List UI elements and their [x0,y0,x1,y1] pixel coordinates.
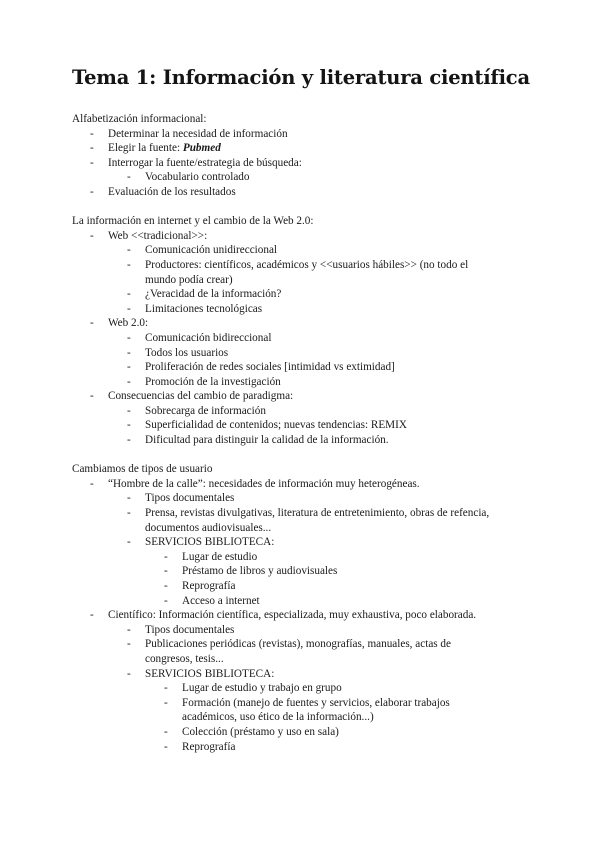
list-item-text: Limitaciones tecnológicas [145,302,263,315]
dash-bullet-icon: - [127,361,131,374]
list-item [72,243,542,258]
list-item-text: Promoción de la investigación [145,375,281,388]
list-item [72,608,542,623]
dash-bullet-icon: - [90,390,94,403]
list-item [72,681,542,696]
dash-bullet-icon: - [164,740,168,753]
dash-bullet-icon: - [127,171,131,184]
dash-bullet-icon: - [127,404,131,417]
list-item-text: Interrogar la fuente/estrategia de búsqueda: [108,156,302,169]
list-item [72,287,542,302]
dash-bullet-icon: - [127,667,131,680]
list-item-text: Acceso a internet [182,594,260,607]
list-item [72,550,542,565]
section-heading: La información en internet y el cambio de la Web 2.0: [72,215,314,228]
list-item [72,564,542,579]
list-item [72,433,542,448]
dash-bullet-icon: - [127,507,131,520]
list-item-text: Colección (préstamo y uso en sala) [182,725,339,738]
list-item-text: Tipos documentales [145,492,235,505]
dash-bullet-icon: - [90,477,94,490]
list-item [72,316,542,331]
list-item-text: Lugar de estudio [182,550,258,563]
list-item [72,667,542,682]
dash-bullet-icon: - [127,419,131,432]
list-item-continuation: congresos, tesis... [145,652,224,665]
list-item-text: ¿Veracidad de la información? [145,288,282,301]
list-item-continuation: académicos, uso ético de la información...) [182,711,374,724]
dash-bullet-icon: - [164,696,168,709]
list-item-text: Préstamo de libros y audiovisuales [182,565,338,578]
list-item [72,389,542,404]
list-item-text: Determinar la necesidad de información [108,127,288,140]
list-item [72,491,542,506]
section-heading: Cambiamos de tipos de usuario [72,463,213,476]
list-item-text: Dificultad para distinguir la calidad de la información. [145,434,389,447]
dash-bullet-icon: - [127,244,131,257]
dash-bullet-icon: - [90,317,94,330]
list-item [72,127,542,142]
list-item-text: Tipos documentales [145,623,235,636]
dash-bullet-icon: - [90,185,94,198]
list-item-text: Web 2.0: [108,317,149,330]
list-item-continuation: mundo podía crear) [145,273,233,286]
list-item [72,185,542,200]
document-body [72,112,542,754]
list-item [72,696,542,725]
dash-bullet-icon: - [90,609,94,622]
list-item [72,360,542,375]
dash-bullet-icon: - [127,331,131,344]
list-item [72,740,542,755]
list-item [72,156,542,171]
list-item-text: Publicaciones periódicas (revistas), monografías, manuales, actas de [145,638,451,651]
list-item [72,346,542,361]
dash-bullet-icon: - [90,142,94,155]
list-item-text: Evaluación de los resultados [108,185,236,198]
list-item-text: Comunicación bidireccional [145,331,272,344]
list-item-text: Consecuencias del cambio de paradigma: [108,390,294,403]
list-item-text: Científico: Información científica, especializada, muy exhaustiva, poco elaborada. [108,609,477,622]
list-item [72,637,542,666]
dash-bullet-icon: - [127,623,131,636]
section-gap [72,200,542,215]
dash-bullet-icon: - [127,536,131,549]
list-item-text: Proliferación de redes sociales [intimidad vs extimidad] [145,361,395,374]
list-item-text: Superficialidad de contenidos; nuevas tendencias: REMIX [145,419,407,432]
dash-bullet-icon: - [127,288,131,301]
list-item-text: Reprografía [182,740,236,753]
dash-bullet-icon: - [90,127,94,140]
list-item-text: “Hombre de la calle”: necesidades de información muy heterogéneas. [108,477,420,490]
list-item-text: Reprografía [182,580,236,592]
list-item [72,229,542,244]
dash-bullet-icon: - [127,434,131,447]
list-item-text: Todos los usuarios [145,346,229,359]
bullet-list [72,229,542,448]
list-item [72,258,542,287]
list-item [72,170,542,185]
list-item [72,141,542,156]
dash-bullet-icon: - [164,550,168,563]
dash-bullet-icon: - [164,725,168,738]
dash-bullet-icon: - [127,346,131,359]
list-item-text: SERVICIOS BIBLIOTECA: [145,536,275,549]
dash-bullet-icon: - [164,594,168,607]
bullet-list [72,477,542,754]
dash-bullet-icon: - [90,156,94,169]
list-item [72,579,542,594]
dash-bullet-icon: - [127,302,131,315]
list-item [72,725,542,740]
list-item [72,404,542,419]
list-item-text: Vocabulario controlado [145,171,250,184]
section-gap [72,448,542,463]
list-item-text: Comunicación unidireccional [145,244,278,257]
emphasized-source: Pubmed [182,142,221,155]
list-item [72,506,542,535]
list-item [72,477,542,492]
list-item [72,375,542,390]
list-item-text: Lugar de estudio y trabajo en grupo [182,682,342,695]
page-title: Tema 1: Información y literatura científica [72,66,530,89]
list-item-text: Productores: científicos, académicos y <<usuarios hábiles>> (no todo el [145,258,469,271]
dash-bullet-icon: - [127,375,131,388]
dash-bullet-icon: - [127,638,131,651]
section-heading: Alfabetización informacional: [72,113,207,125]
dash-bullet-icon: - [164,580,168,592]
dash-bullet-icon: - [164,565,168,578]
list-item-text: Web <<tradicional>>: [108,229,208,242]
list-item [72,535,542,550]
list-item [72,623,542,638]
list-item [72,418,542,433]
list-item-text: Elegir la fuente: [108,142,183,155]
dash-bullet-icon: - [127,492,131,505]
list-item-text: Formación (manejo de fuentes y servicios, elaborar trabajos [182,696,450,709]
dash-bullet-icon: - [90,229,94,242]
list-item-text: Sobrecarga de información [145,404,266,417]
list-item [72,302,542,317]
list-item [72,594,542,609]
list-item [72,331,542,346]
list-item-text: Prensa, revistas divulgativas, literatura de entretenimiento, obras de refencia, [145,507,490,520]
dash-bullet-icon: - [164,682,168,695]
list-item-continuation: documentos audiovisuales... [145,521,272,534]
dash-bullet-icon: - [127,258,131,271]
list-item-text: SERVICIOS BIBLIOTECA: [145,667,275,680]
bullet-list [72,127,542,200]
